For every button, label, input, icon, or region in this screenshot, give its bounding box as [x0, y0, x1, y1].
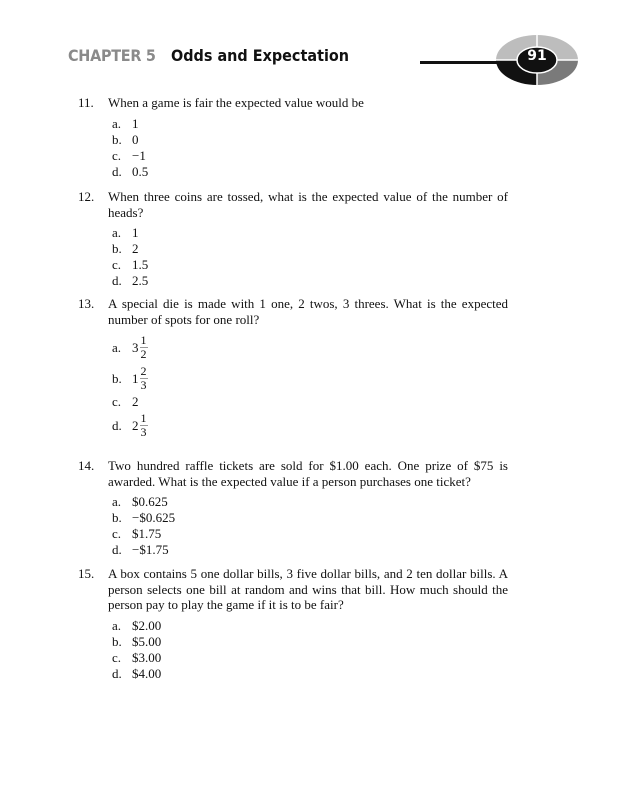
option: [112, 510, 508, 526]
option: [112, 332, 508, 363]
mixed-number: [132, 334, 148, 361]
question-number: 11.: [78, 95, 94, 110]
option-letter: c.: [112, 147, 122, 163]
whole-part: 1: [132, 370, 139, 386]
option-letter: d.: [112, 273, 122, 289]
question-text: When a game is fair the expected value would be: [108, 95, 364, 110]
question-number: 12.: [78, 189, 95, 204]
option-letter: b.: [112, 241, 122, 257]
option-text: 1: [132, 115, 139, 131]
mixed-number: [132, 365, 148, 392]
question-14: [78, 458, 508, 558]
option-letter: a.: [112, 617, 122, 633]
denominator: 3: [140, 425, 147, 439]
options-list: [112, 116, 508, 180]
question-15: [78, 566, 508, 682]
option: [112, 650, 508, 666]
fraction: [140, 412, 148, 439]
option-letter: a.: [112, 225, 122, 241]
numerator: 2: [140, 364, 147, 378]
question-text: A special die is made with 1 one, 2 twos, 3 threes. What is the expected number of spots for one roll?: [108, 296, 508, 327]
option-text: 2.5: [132, 273, 149, 289]
option: [112, 666, 508, 682]
option-text: 2: [132, 394, 139, 410]
question-number: 14.: [78, 458, 95, 473]
option-letter: d.: [112, 665, 122, 681]
mixed-number: [132, 412, 148, 439]
chapter-title: Odds and Expectation: [171, 46, 350, 65]
question-text: Two hundred raffle tickets are sold for $1.00 each. One prize of $75 is awarded. What is the expected value if a person purchases one ticket?: [108, 458, 508, 489]
question-text: A box contains 5 one dollar bills, 3 five dollar bills, and 2 ten dollar bills. A person selects one bill at random and wins that bill. How much should the person pay to play the game if it is to be fair?: [108, 566, 508, 612]
option-text: −$0.625: [132, 510, 176, 526]
option-text: 2: [132, 241, 139, 257]
option: [112, 164, 508, 180]
option-letter: a.: [112, 494, 122, 510]
option: [112, 618, 508, 634]
option-letter: d.: [112, 417, 122, 433]
option: [112, 526, 508, 542]
option-text: $0.625: [132, 494, 168, 510]
question-number: 15.: [78, 566, 95, 581]
whole-part: 2: [132, 417, 139, 433]
question-13: [78, 296, 508, 441]
option-text: −1: [132, 147, 146, 163]
question-12: [78, 189, 508, 289]
option-text: 1: [132, 225, 139, 241]
whole-part: 3: [132, 339, 139, 355]
option-text: 0.5: [132, 163, 149, 179]
denominator: 2: [140, 347, 147, 361]
option: [112, 634, 508, 650]
option-text: $2.00: [132, 617, 162, 633]
page-number: 91: [527, 48, 547, 64]
options-list: [112, 494, 508, 558]
option: [112, 241, 508, 257]
option: [112, 394, 508, 410]
option: [112, 225, 508, 241]
option-letter: b.: [112, 131, 122, 147]
options-list: [112, 225, 508, 289]
option-letter: b.: [112, 633, 122, 649]
option-letter: c.: [112, 526, 122, 542]
option: [112, 410, 508, 441]
denominator: 3: [140, 378, 147, 392]
option: [112, 132, 508, 148]
question-text: When three coins are tossed, what is the expected value of the number of heads?: [108, 189, 508, 220]
option-letter: c.: [112, 257, 122, 273]
option-letter: c.: [112, 394, 122, 410]
option-text: −$1.75: [132, 542, 169, 558]
option-letter: b.: [112, 370, 122, 386]
option: [112, 494, 508, 510]
option-letter: c.: [112, 649, 122, 665]
option-text: $3.00: [132, 649, 162, 665]
question-11: [78, 95, 508, 180]
options-list: [112, 332, 508, 441]
numerator: 1: [140, 333, 147, 347]
option-letter: a.: [112, 115, 122, 131]
chapter-label: CHAPTER 5: [68, 46, 156, 65]
option: [112, 363, 508, 394]
option-letter: b.: [112, 510, 122, 526]
option: [112, 542, 508, 558]
option: [112, 273, 508, 289]
option-letter: a.: [112, 339, 122, 355]
fraction: [140, 365, 148, 392]
option-letter: d.: [112, 163, 122, 179]
options-list: [112, 618, 508, 682]
option-text: 0: [132, 131, 139, 147]
question-number: 13.: [78, 296, 95, 311]
option-text: $5.00: [132, 633, 162, 649]
numerator: 1: [140, 411, 147, 425]
option: [112, 257, 508, 273]
option-text: $1.75: [132, 526, 162, 542]
fraction: [140, 334, 148, 361]
option-text: 1.5: [132, 257, 149, 273]
option-letter: d.: [112, 542, 122, 558]
option-text: $4.00: [132, 665, 162, 681]
option: [112, 116, 508, 132]
option: [112, 148, 508, 164]
